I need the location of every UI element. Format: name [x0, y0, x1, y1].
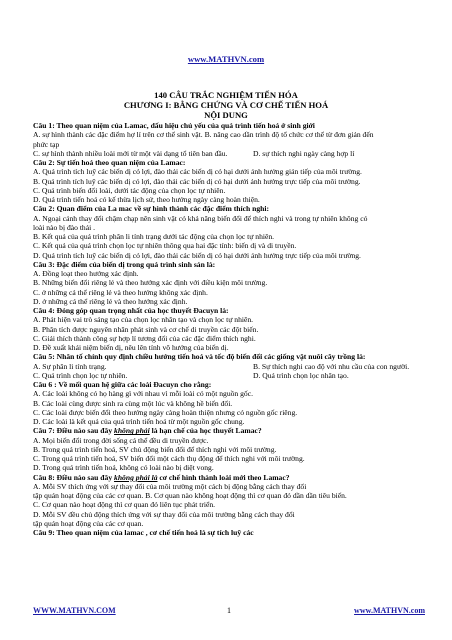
answer-option-row [33, 149, 425, 158]
answer-option: A. Ngoại cảnh thay đổi chậm chạp nên sinh vật có khả năng biến đổi để thích nghi và trong tự nhiên không có [33, 213, 368, 223]
question-text: Câu 7: Điều nào sau đây [33, 426, 115, 436]
doc-title: 140 CÂU TRẮC NGHIỆM TIẾN HÓA [154, 90, 298, 100]
question-heading: Câu 4: Đóng góp quan trọng nhất của học thuyết Đacuyn là: [33, 306, 229, 315]
chapter-title: CHƯƠNG I: BẰNG CHỨNG VÀ CƠ CHẾ TIẾN HOÁ [123, 100, 329, 110]
answer-option: A. Các loài không có họ hàng gì với nhau vì mỗi loài có một nguồn gốc. [33, 389, 253, 399]
footer-right-link[interactable]: www.MATHVN.com [354, 606, 425, 615]
question-heading [33, 473, 425, 482]
answer-option: D. Các loài là kết quả của quá trình tiến hoá từ một nguồn gốc chung. [33, 417, 245, 426]
answer-option: A. sự hình thành các đặc điểm hợ lí trên cơ thể sinh vật. B. nâng cao dần trình độ tổ chức cơ thể từ đơn giản đến [33, 130, 374, 140]
answer-option: C. Trong quá trình tiến hoá, SV biến đổi một cách thụ động để thích nghi với môi trường. [33, 454, 305, 463]
section-title: NỘI DUNG [204, 110, 248, 120]
answer-option: D. Quá trình tích luỹ các biến dị có lợi, đào thải các biến dị có hại dưới ảnh hưởng trực tiếp của môi trường. [33, 250, 361, 260]
answer-option: A. Mỗi SV thích ứng với sự thay đổi của môi trường một cách bị động bằng cách thay đổi [33, 481, 307, 491]
answer-option: A. Đồng loạt theo hướng xác định. [33, 269, 139, 278]
answer-option: B. Quá trình tích luỹ các biến dị có lợi, đào thải các biến dị có hại dưới ảnh hưởng trực tiếp của môi trường. [33, 176, 361, 186]
answer-option: C. Giải thích thành công sự hợp lí tương đối của các đặc điểm thích nghi. [33, 333, 256, 343]
answer-option: A. Mọi biến đổi trong đời sống cá thể đều di truyền được. [33, 435, 209, 445]
question-heading [33, 426, 425, 435]
answer-option: C. sự hình thành nhiều loài mới từ một vài dạng tổ tiên ban đầu. [33, 148, 228, 158]
question-heading: Câu 2: Quan điểm của La mac về sự hình thành các đặc điểm thích nghi: [33, 204, 269, 214]
emphasis-text: không phải là [114, 472, 158, 482]
question-text: cơ chế hình thành loài mới theo Lamac? [157, 472, 290, 482]
answer-option: C. Quá trình chọn lọc tự nhiên. [33, 370, 128, 380]
question-text: là hạn chế của học thuyết Lamac? [149, 426, 262, 436]
answer-option: B. Trong quá trình tiến hoá, SV chủ động biến đổi để thích nghi với môi trường. [33, 444, 277, 454]
question-text: Câu 8: Điều nào sau đây [33, 472, 115, 482]
header-link[interactable]: www.MATHVN.com [187, 54, 265, 64]
answer-option-row [33, 371, 425, 380]
page-footer [33, 606, 425, 618]
answer-option: D. Quá trình chọn lọc nhân tạo. [253, 370, 349, 380]
answer-option: phức tạp [33, 139, 60, 149]
answer-option: B. Sự thích nghi cao độ với nhu cầu của con người. [253, 361, 410, 371]
answer-option: C. Kết quả của quá trình chọn lọc tự nhiên thông qua hai đặc tính: biến dị và di truyền. [33, 241, 297, 251]
question-heading: Câu 5: Nhân tố chính quy định chiều hướng tiến hoá và tốc độ biến đổi các giống vật nuôi cây trồng là: [33, 352, 366, 362]
question-heading: Câu 3: Đặc điểm của biến dị trong quá trình sinh sản là: [33, 259, 216, 269]
question-heading: Câu 2: Sự tiến hoá theo quan niệm của Lamac: [33, 158, 186, 167]
question-heading: Câu 9: Theo quan niệm của lamac , cơ chế tiến hoá là sự tích luỹ các [33, 528, 254, 537]
answer-option: A. Quá trình tích luỹ các biến dị có lợi, đào thải các biến dị có hại dưới ảnh hưởng gián tiếp của môi trường. [33, 167, 362, 177]
question-heading: Câu 1: Theo quan niệm của Lamac, dấu hiệu chủ yếu của quá trình tiến hoá ở sinh giới [33, 121, 315, 130]
answer-option: A. Sự phân li tính trạng. [33, 361, 107, 371]
emphasis-text: không phải [114, 426, 150, 436]
answer-option: tập quán hoạt động của các cơ quan. [33, 518, 144, 528]
answer-option: D. Quá trình tiến hoá có kế thừa lịch sử, theo hướng ngày càng hoàn thiện. [33, 195, 260, 204]
document-body [33, 121, 425, 537]
answer-option: loài nào bị đào thải . [33, 222, 95, 232]
answer-option: C. ở những cá thể riêng lẻ và theo hướng không xác định. [33, 287, 208, 297]
answer-option: tập quán hoạt động của các cơ quan. B. Cơ quan nào không hoạt động thì cơ quan đó dần dần tiêu biến. [33, 491, 347, 500]
answer-option: C. Cơ quan nào hoạt động thì cơ quan đó liên tục phát triển. [33, 500, 216, 510]
answer-option: D. Mỗi SV đều chủ động thích ứng với sự thay đổi của môi trường bằng cách thay đổi [33, 509, 295, 519]
question-heading: Câu 6 : Về mối quan hệ giữa các loài Đacuyn cho rằng: [33, 380, 212, 389]
answer-option: B. Các loài cùng được sinh ra cùng một lúc và không hề biến đổi. [33, 398, 233, 408]
answer-option: D. ở những cá thể riêng lẻ và theo hướng xác định. [33, 296, 188, 306]
footer-left-link[interactable]: WWW.MATHVN.COM [33, 606, 116, 615]
answer-option: C. Quá trình biến đổi loài, dưới tác động của chọn lọc tự nhiên. [33, 185, 226, 195]
answer-option: D. Trong quá trình tiến hoá, không có loài nào bị diệt vong. [33, 463, 214, 473]
answer-option-row [33, 362, 425, 371]
answer-option: B. Phân tích được nguyên nhân phát sinh và cơ chế di truyền các đột biến. [33, 324, 259, 334]
answer-option: B. Kết quả của quá trình phân li tính trạng dưới tác động của chọn lọc tự nhiên. [33, 232, 275, 241]
page-number: 1 [227, 606, 231, 615]
answer-option: A. Phát hiện vai trò sáng tạo của chọn lọc nhân tạo và chọn lọc tự nhiên. [33, 315, 254, 325]
answer-option: D. Đề xuất khái niệm biến dị, nêu lên tính vô hướng của biến dị. [33, 343, 229, 352]
answer-option: D. sự thích nghi ngày càng hợp lí [253, 148, 355, 158]
answer-option: B. Những biến đổi riêng lẻ và theo hướng xác định với điều kiện môi trường. [33, 278, 268, 288]
answer-option: C. Các loài được biến đổi theo hướng ngày càng hoàn thiện nhưng có nguồn gốc riêng. [33, 407, 298, 417]
